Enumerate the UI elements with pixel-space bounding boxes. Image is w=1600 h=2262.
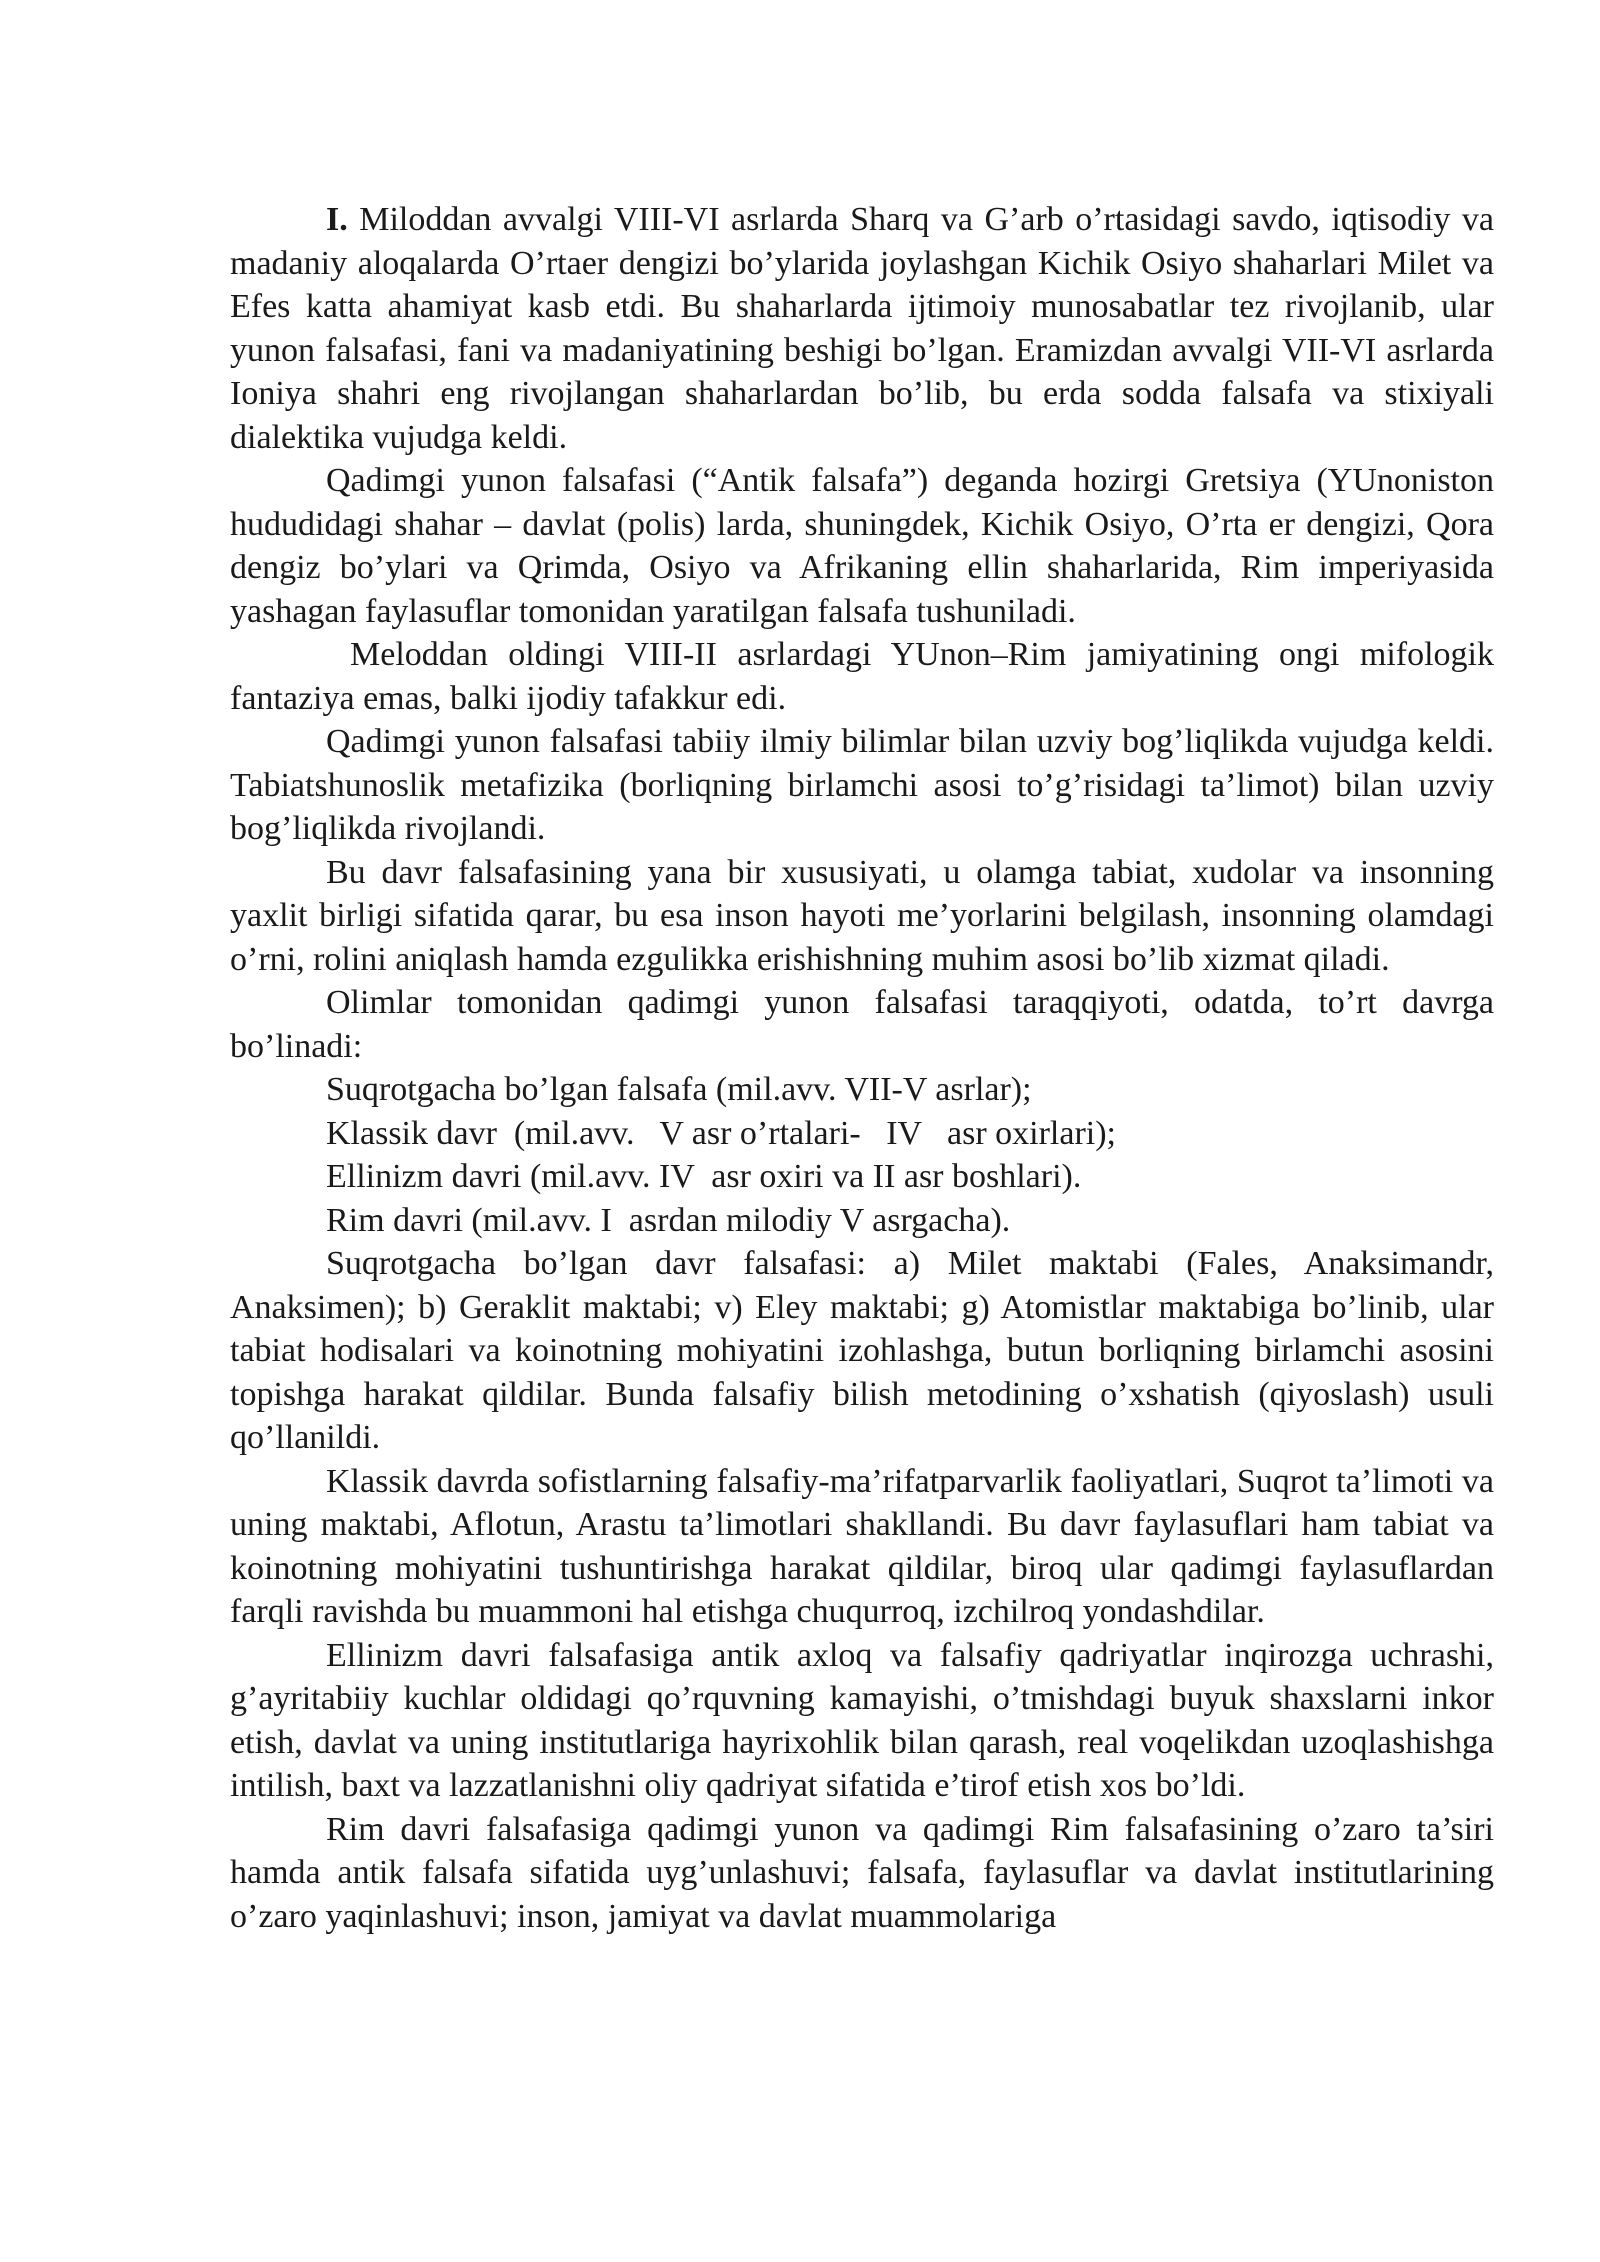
paragraph-10: Rim davri falsafasiga qadimgi yunon va qadimgi Rim falsafasining o’zaro ta’siri hamda antik falsafa sifatida uyg’unlashuvi; falsafa, faylasuflar va davlat institutlarining o’zaro yaqinlashuvi; inson, jamiyat va davlat muammolariga — [230, 1810, 1494, 1935]
paragraph-6: Olimlar tomonidan qadimgi yunon falsafasi taraqqiyoti, odatda, to’rt davrga bo’linadi: — [230, 984, 1494, 1065]
paragraph-4: Qadimgi yunon falsafasi tabiiy ilmiy bilimlar bilan uzviy bog’liqlikda vujudga keldi. Tabiatshunoslik metafizika (borliqning birlamchi asosi to’g’risidagi ta’limot) bilan uzviy bog’liqlikda rivojlandi. — [230, 723, 1494, 847]
paragraph-2: Qadimgi yunon falsafasi (“Antik falsafa”) deganda hozirgi Gretsiya (YUnoniston hududidagi shahar – davlat (polis) larda, shuningdek, Kichik Osiyo, O’rta er dengizi, Qora dengiz bo’ylari va Qrimda, Osiyo va Afrikaning ellin shaharlarida, Rim imperiyasida yashagan faylasuflar tomonidan yaratilgan falsafa tushuniladi. — [230, 462, 1494, 630]
paragraph-5: Bu davr falsafasining yana bir xususiyati, u olamga tabiat, xudolar va insonning yaxlit birligi sifatida qarar, bu esa inson hayoti me’yorlarini belgilash, insonning olamdagi o’rni, rolini aniqlash hamda ezgulikka erishishning muhim asosi bo’lib xizmat qiladi. — [230, 853, 1494, 978]
list-item-4: Rim davri (mil.avv. I asrdan milodiy V asrgacha). — [326, 1201, 1011, 1239]
list-item-3: Ellinizm davri (mil.avv. IV asr oxiri va II asr boshlari). — [326, 1158, 1082, 1195]
paragraph-9: Ellinizm davri falsafasiga antik axloq va falsafiy qadriyatlar inqirozga uchrashi, g’ayritabiiy kuchlar oldidagi qo’rquvning kamayishi, o’tmishdagi buyuk shaxslarni inkor etish, davlat va uning institutlariga hayrixohlik bilan qarash, real voqelikdan uzoqlashishga intilish, baxt va lazzatlanishni oliy qadriyat sifatida e’tirof etish xos bo’ldi. — [230, 1636, 1494, 1804]
document-page — [230, 198, 1494, 1938]
section-number: I. — [326, 201, 348, 238]
paragraph-8: Klassik davrda sofistlarning falsafiy-ma’rifatparvarlik faoliyatlari, Suqrot ta’limoti va uning maktabi, Aflotun, Arastu ta’limotlari shakllandi. Bu davr faylasuflari ham tabiat va koinotning mohiyatini tushuntirishga harakat qildilar, biroq ular qadimgi faylasuflardan farqli ravishda bu muammoni hal etishga chuqurroq, izchilroq yondashdilar. — [230, 1462, 1494, 1630]
paragraph-1 — [230, 198, 1494, 459]
paragraph-1-text: Miloddan avvalgi VIII-VI asrlarda Sharq va G’arb o’rtasidagi savdo, iqtisodiy va madaniy aloqalarda O’rtaer dengizi bo’ylarida joylashgan Kichik Osiyo shaharlari Milet va Efes katta ahamiyat kasb etdi. Bu shaharlarda ijtimoiy munosabatlar tez rivojlanib, ular yunon falsafasi, fani va madaniyatining beshigi bo’lgan. Eramizdan avvalgi VII-VI asrlarda Ioniya shahri eng rivojlangan shaharlardan bo’lib, bu erda sodda falsafa va stixiyali dialektika vujudga keldi. — [230, 201, 1494, 456]
paragraph-7: Suqrotgacha bo’lgan davr falsafasi: a) Milet maktabi (Fales, Anaksimandr, Anaksimen); b) Geraklit maktabi; v) Eley maktabi; g) Atomistlar maktabiga bo’linib, ular tabiat hodisalari va koinotning mohiyatini izohlashga, butun borliqning birlamchi asosini topishga harakat qildilar. Bunda falsafiy bilish metodining o’xshatish (qiyoslash) usuli qo’llanildi. — [230, 1245, 1494, 1456]
list-item-2: Klassik davr (mil.avv. V asr o’rtalari- IV asr oxirlari); — [326, 1114, 1116, 1152]
paragraph-3: Meloddan oldingi VIII-II asrlardagi YUnon–Rim jamiyatining ongi mifologik fantaziya emas, balki ijodiy tafakkur edi. — [230, 636, 1494, 717]
list-item-1: Suqrotgacha bo’lgan falsafa (mil.avv. VII-V asrlar); — [326, 1071, 1032, 1108]
